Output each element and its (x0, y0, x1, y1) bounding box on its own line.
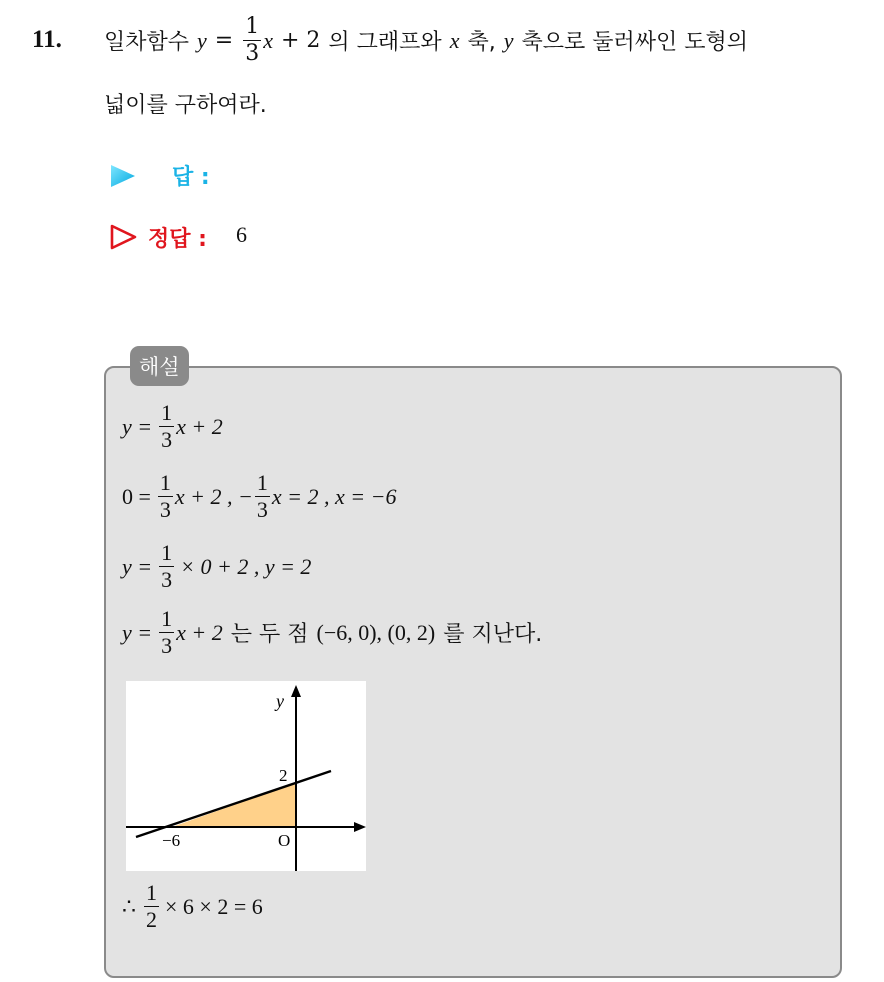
question-var-y: y (197, 27, 207, 53)
correct-answer-label: 정답 : (148, 227, 207, 252)
solution-line-4-text: 는 두 점 (230, 622, 309, 647)
solution-line-1-fraction (159, 402, 174, 451)
solution-line-2-rhs-2: x = 2 , x = −6 (271, 483, 397, 509)
question-fraction-denominator: 3 (245, 41, 260, 66)
answer-label: 답 : (172, 165, 210, 190)
fraction-numerator: 1 (161, 540, 173, 565)
question-plus-two: + 2 (280, 28, 321, 53)
therefore-symbol: ∴ (122, 893, 136, 919)
solution-line-3-fraction (159, 542, 174, 591)
solution-line-1-lhs: y = (122, 413, 153, 439)
question-line-2: 넓이를 구하여라. (104, 93, 267, 118)
solution-line-4-rhs: x + 2 (176, 619, 223, 645)
fraction-denominator: 3 (161, 567, 173, 592)
solution-line-5-fraction (144, 882, 159, 931)
solution-line-2-fraction-2 (255, 472, 270, 521)
solution-line-1 (122, 402, 223, 451)
answer-arrow-icon (110, 164, 136, 188)
solution-line-4-lhs: y = (122, 619, 153, 645)
solution-line-5-rhs: × 6 × 2 = 6 (165, 893, 263, 919)
question-text-intro: 일차함수 (104, 30, 190, 55)
fraction-denominator: 3 (256, 497, 268, 522)
fraction-denominator: 2 (146, 907, 157, 932)
question-fraction-numerator: 1 (245, 14, 260, 39)
solution-line-2-rhs: x + 2 , − (174, 483, 253, 509)
graph-origin: O (278, 831, 291, 850)
correct-answer-arrow-icon (110, 224, 138, 250)
fraction-denominator: 3 (159, 497, 171, 522)
graph-x-tick: −6 (162, 831, 181, 850)
solution-line-2-lhs: 0 = (122, 483, 151, 509)
fraction-numerator: 1 (161, 606, 173, 631)
question-axis-word: 축, (467, 30, 496, 55)
solution-line-2-fraction (158, 472, 173, 521)
fraction-denominator: 3 (161, 427, 173, 452)
graph-y-arrow-icon (291, 685, 301, 697)
correct-answer-value: 6 (236, 222, 247, 247)
fraction-numerator: 1 (256, 470, 268, 495)
solution-line-4-end: 를 지난다. (443, 622, 543, 647)
question-number: 11. (32, 26, 62, 53)
fraction-numerator: 1 (159, 470, 171, 495)
graph-y-label: y (276, 691, 284, 711)
question-x-axis-var: x (449, 27, 460, 53)
question-eq-sign: = (214, 28, 234, 53)
solution-line-4-fraction (159, 608, 174, 657)
solution-line-2 (122, 472, 396, 521)
graph-x-arrow-icon (354, 822, 366, 832)
graph-y-tick: 2 (279, 766, 288, 785)
question-text-mid: 의 그래프와 (328, 30, 442, 55)
question-text-end: 축으로 둘러싸인 도형의 (521, 30, 748, 55)
solution-line-3-lhs: y = (122, 553, 153, 579)
fraction-denominator: 3 (161, 633, 173, 658)
fraction-numerator: 1 (146, 880, 157, 905)
fraction-numerator: 1 (161, 400, 173, 425)
graph-svg (126, 681, 366, 871)
question-var-x: x (263, 27, 273, 53)
solution-line-4 (122, 608, 542, 657)
question-fraction (243, 16, 261, 65)
solution-line-3-rhs: × 0 + 2 , y = 2 (180, 553, 312, 579)
question-y-axis-var: y (503, 27, 514, 53)
solution-tag: 해설 (130, 346, 189, 386)
solution-line-3 (122, 542, 311, 591)
solution-line-1-rhs: x + 2 (176, 413, 223, 439)
solution-line-5 (122, 882, 263, 931)
solution-graph (126, 681, 366, 871)
question-line-1 (104, 16, 748, 65)
solution-line-4-points: (−6, 0), (0, 2) (316, 619, 436, 645)
